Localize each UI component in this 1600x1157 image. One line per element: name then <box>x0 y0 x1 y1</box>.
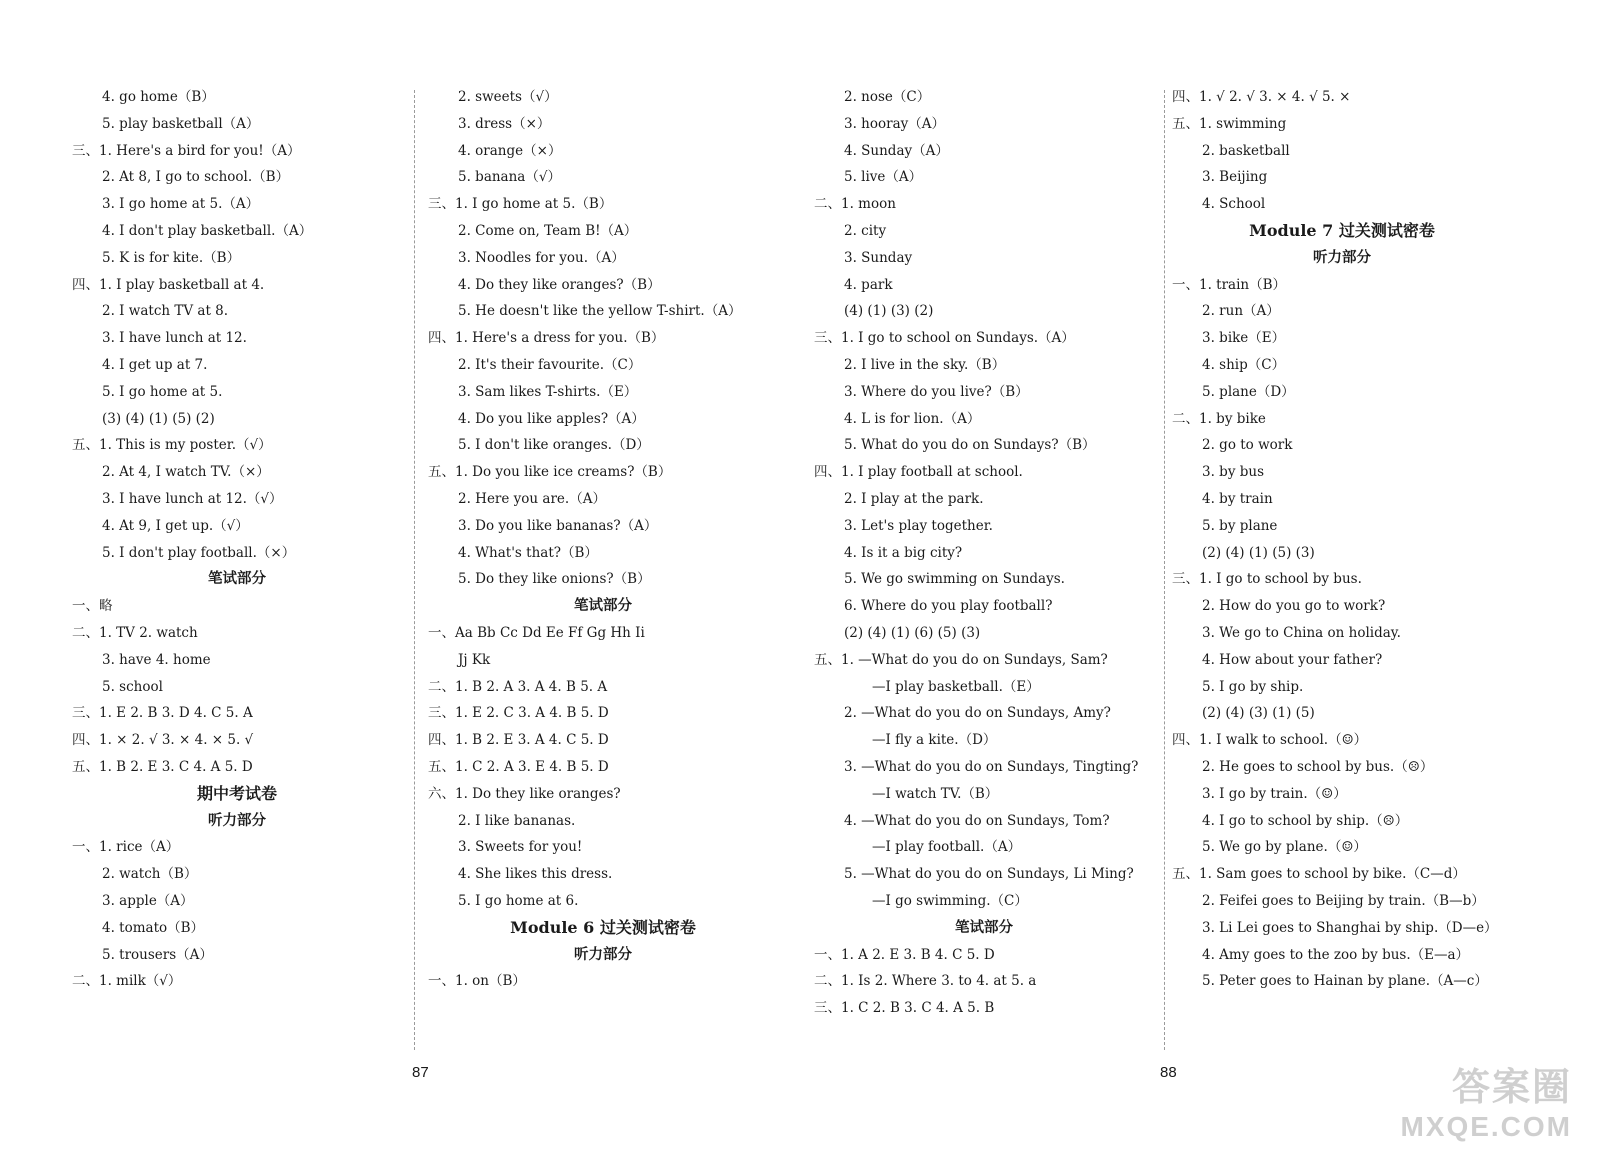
answer-line: (2) (4) (1) (5) (3) <box>1202 544 1315 561</box>
answer-line: 3. We go to China on holiday. <box>1202 624 1401 641</box>
answer-line: 2. city <box>844 222 887 239</box>
answer-line: 3. Do you like bananas?（A） <box>458 517 658 534</box>
answer-line: 3. Beijing <box>1202 169 1268 186</box>
answer-line: 四、1. √ 2. √ 3. × 4. √ 5. × <box>1172 89 1351 105</box>
answer-line: 三、1. E 2. C 3. A 4. B 5. D <box>428 705 609 722</box>
answer-line: (2) (4) (1) (6) (5) (3) <box>844 624 981 641</box>
answer-line: 2. I watch TV at 8. <box>102 303 229 320</box>
answer-line: 4. go home（B） <box>102 89 215 105</box>
answer-line: 5. by plane <box>1202 517 1278 534</box>
answer-line: 2. I like bananas. <box>458 812 576 829</box>
answer-line: 四、1. I play football at school. <box>814 464 1023 481</box>
answer-line: 5. We go swimming on Sundays. <box>844 571 1065 588</box>
answer-line: 2. How do you go to work? <box>1202 598 1386 615</box>
answer-line: 4. I go to school by ship.（☹） <box>1202 812 1409 829</box>
answer-line: 4. —What do you do on Sundays, Tom? <box>844 812 1110 829</box>
answer-line: 3. dress（×） <box>458 115 551 132</box>
answer-line: 3. Sam likes T-shirts.（E） <box>458 383 638 400</box>
answer-line: 3. Li Lei goes to Shanghai by ship.（D—e） <box>1202 919 1498 936</box>
answer-line: 5. I go home at 6. <box>458 892 579 909</box>
answer-line: 6. Where do you play football? <box>844 598 1053 615</box>
answer-line: 4. I don't play basketball.（A） <box>102 222 313 239</box>
answer-line: 5. K is for kite.（B） <box>102 249 241 266</box>
answer-line: 二、1. B 2. A 3. A 4. B 5. A <box>428 678 608 695</box>
answer-line: 二、1. TV 2. watch <box>72 624 198 641</box>
answer-line: 一、1. A 2. E 3. B 4. C 5. D <box>814 946 995 963</box>
watermark-url: MXQE.COM <box>1400 1111 1572 1142</box>
answer-line: 2. nose（C） <box>844 89 931 105</box>
answer-line: 一、1. on（B） <box>428 973 526 990</box>
answer-column-3 <box>814 84 1154 1022</box>
answer-line: 4. ship（C） <box>1202 356 1286 373</box>
answer-line: 5. I go by ship. <box>1202 678 1304 695</box>
answer-line: 2. —What do you do on Sundays, Amy? <box>844 705 1111 722</box>
answer-line: 一、1. rice（A） <box>72 839 180 856</box>
answer-line: 4. Amy goes to the zoo by bus.（E—a） <box>1202 946 1470 963</box>
answer-line: 3. Noodles for you.（A） <box>458 249 625 266</box>
answer-line: 三、1. E 2. B 3. D 4. C 5. A <box>72 705 253 722</box>
answer-line: —I play football.（A） <box>872 839 1022 856</box>
answer-line: 二、1. milk（√） <box>72 973 182 990</box>
answer-line: 2. At 8, I go to school.（B） <box>102 169 290 186</box>
answer-line: 5. I don't play football.（×） <box>102 544 296 561</box>
answer-line: 3. Sunday <box>844 249 913 266</box>
answer-line: 一、1. train（B） <box>1172 276 1287 293</box>
answer-line: 二、1. by bike <box>1172 410 1266 427</box>
answer-line: 2. run（A） <box>1202 303 1280 320</box>
section-heading: 听力部分 <box>208 811 266 829</box>
section-heading: 听力部分 <box>1313 248 1371 266</box>
answer-line: 2. Feifei goes to Beijing by train.（B—b） <box>1202 892 1485 909</box>
answer-column-1 <box>72 84 402 995</box>
answer-line: 二、1. moon <box>814 196 896 213</box>
answer-line: 3. I have lunch at 12.（√） <box>102 490 283 507</box>
answer-line: 2. I live in the sky.（B） <box>844 356 1006 373</box>
answer-line: 4. Do they like oranges?（B） <box>458 276 661 293</box>
answer-line: 一、Aa Bb Cc Dd Ee Ff Gg Hh Ii <box>428 624 645 641</box>
answer-line: 2. Here you are.（A） <box>458 490 606 507</box>
answer-line: 5. We go by plane.（☺） <box>1202 839 1367 856</box>
answer-line: —I go swimming.（C） <box>872 892 1028 909</box>
answer-line: 4. What's that?（B） <box>458 544 598 561</box>
answer-line: 3. by bus <box>1202 464 1264 481</box>
answer-line: 5. live（A） <box>844 169 923 186</box>
answer-line: (4) (1) (3) (2) <box>844 303 934 320</box>
answer-line: 2. watch（B） <box>102 866 198 883</box>
answer-line: 4. orange（×） <box>458 142 562 159</box>
answer-line: 3. Let's play together. <box>844 517 993 534</box>
answer-line: 2. basketball <box>1202 142 1290 159</box>
answer-column-2 <box>428 84 778 995</box>
answer-line: 四、1. I play basketball at 4. <box>72 276 265 293</box>
answer-line: 3. Sweets for you! <box>458 839 583 856</box>
answer-line: 4. Is it a big city? <box>844 544 963 561</box>
column-divider <box>414 90 415 1050</box>
answer-line: 三、1. I go home at 5.（B） <box>428 196 613 213</box>
answer-line: 三、1. I go to school by bus. <box>1172 571 1362 588</box>
answer-line: 5. play basketball（A） <box>102 115 260 132</box>
exam-title: Module 6 过关测试密卷 <box>510 917 696 937</box>
section-heading: 笔试部分 <box>574 597 632 615</box>
answer-line: 2. It's their favourite.（C） <box>458 356 642 373</box>
answer-line: 五、1. Do you like ice creams?（B） <box>428 464 672 481</box>
answer-line: 四、1. B 2. E 3. A 4. C 5. D <box>428 732 609 749</box>
answer-line: 5. plane（D） <box>1202 383 1295 400</box>
column-divider <box>1164 90 1165 1050</box>
section-heading: 笔试部分 <box>955 918 1013 936</box>
answer-line: 五、1. Sam goes to school by bike.（C—d） <box>1172 866 1466 883</box>
answer-line: 三、1. Here's a bird for you!（A） <box>72 142 301 159</box>
answer-line: 二、1. Is 2. Where 3. to 4. at 5. a <box>814 973 1037 990</box>
answer-line: 五、1. C 2. A 3. E 4. B 5. D <box>428 758 609 775</box>
answer-line: 5. Do they like onions?（B） <box>458 571 651 588</box>
exam-title: 期中考试卷 <box>196 783 277 803</box>
answer-line: 5. I go home at 5. <box>102 383 223 400</box>
answer-line: 4. She likes this dress. <box>458 866 613 883</box>
answer-line: 2. At 4, I watch TV.（×） <box>102 464 270 481</box>
answer-line: 3. have 4. home <box>102 651 211 668</box>
answer-line: 5. Peter goes to Hainan by plane.（A—c） <box>1202 973 1488 990</box>
section-heading: 听力部分 <box>574 945 632 963</box>
answer-line: 三、1. I go to school on Sundays.（A） <box>814 330 1075 347</box>
answer-line: (3) (4) (1) (5) (2) <box>102 410 215 427</box>
answer-line: (2) (4) (3) (1) (5) <box>1202 705 1315 722</box>
section-heading: 笔试部分 <box>208 570 266 588</box>
answer-column-4 <box>1172 84 1512 995</box>
answer-line: 4. At 9, I get up.（√） <box>102 517 249 534</box>
answer-line: 5. He doesn't like the yellow T-shirt.（A） <box>458 303 742 320</box>
answer-line: 3. hooray（A） <box>844 115 945 132</box>
answer-line: 3. apple（A） <box>102 892 194 909</box>
answer-line: 3. I go home at 5.（A） <box>102 196 260 213</box>
answer-line: 4. I get up at 7. <box>102 356 208 373</box>
answer-line: —I play basketball.（E） <box>872 678 1040 695</box>
answer-line: 3. I go by train.（☺） <box>1202 785 1347 802</box>
answer-line: 四、1. Here's a dress for you.（B） <box>428 330 665 347</box>
answer-line: 六、1. Do they like oranges? <box>428 785 621 802</box>
answer-line: —I watch TV.（B） <box>872 785 999 802</box>
answer-line: 4. How about your father? <box>1202 651 1383 668</box>
answer-line: 5. I don't like oranges.（D） <box>458 437 650 454</box>
answer-line: 四、1. × 2. √ 3. × 4. × 5. √ <box>72 732 254 749</box>
answer-line: 2. go to work <box>1202 437 1293 454</box>
watermark-text: 答案圈 <box>1451 1067 1572 1109</box>
answer-line: 3. Where do you live?（B） <box>844 383 1029 400</box>
answer-line: 2. sweets（√） <box>458 89 558 105</box>
answer-line: 五、1. —What do you do on Sundays, Sam? <box>814 651 1108 668</box>
answer-line: 四、1. I walk to school.（☺） <box>1172 732 1368 749</box>
answer-line: 4. L is for lion.（A） <box>844 410 981 427</box>
answer-line: 4. School <box>1202 196 1266 213</box>
answer-line: 三、1. C 2. B 3. C 4. A 5. B <box>814 1000 995 1017</box>
answer-line: 4. by train <box>1202 490 1273 507</box>
answer-line: —I fly a kite.（D） <box>872 732 997 749</box>
answer-line: 4. Sunday（A） <box>844 142 949 159</box>
answer-line: 五、1. This is my poster.（√） <box>72 437 272 454</box>
page-number-right: 88 <box>1160 1064 1177 1081</box>
answer-line: 五、1. B 2. E 3. C 4. A 5. D <box>72 758 253 775</box>
answer-line: 五、1. swimming <box>1172 115 1287 132</box>
answer-line: 5. trousers（A） <box>102 946 213 963</box>
answer-line: 5. school <box>102 678 163 695</box>
answer-line: 3. bike（E） <box>1202 330 1286 347</box>
page-number-left: 87 <box>412 1064 429 1081</box>
answer-line: 2. I play at the park. <box>844 490 984 507</box>
answer-line: 2. He goes to school by bus.（☹） <box>1202 758 1434 775</box>
answer-line: 5. banana（√） <box>458 169 561 186</box>
answer-line: 4. Do you like apples?（A） <box>458 410 645 427</box>
answer-line: 2. Come on, Team B!（A） <box>458 222 638 239</box>
answer-line: 3. —What do you do on Sundays, Tingting? <box>844 758 1139 775</box>
answer-line: 5. What do you do on Sundays?（B） <box>844 437 1096 454</box>
exam-title: Module 7 过关测试密卷 <box>1249 220 1435 240</box>
answer-line: 4. tomato（B） <box>102 919 205 936</box>
watermark-logo <box>1400 1056 1572 1143</box>
answer-line: 4. park <box>844 276 893 293</box>
answer-line: 3. I have lunch at 12. <box>102 330 247 347</box>
answer-line: 一、略 <box>72 598 113 615</box>
answer-line: 5. —What do you do on Sundays, Li Ming? <box>844 866 1134 883</box>
right-page <box>800 0 1600 1157</box>
answer-line: Jj Kk <box>458 651 491 668</box>
